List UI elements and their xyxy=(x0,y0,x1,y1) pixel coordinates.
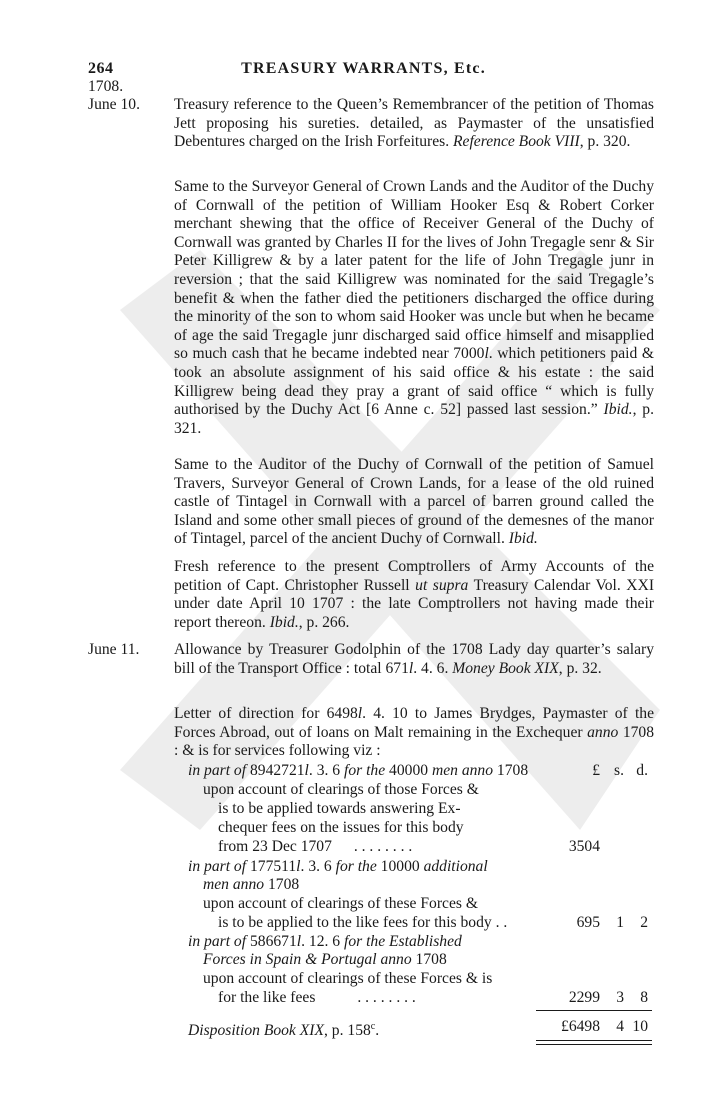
total-rule-top xyxy=(536,1040,652,1041)
table-pounds: 2299 xyxy=(568,989,600,1006)
entry-hooker-corker-petition xyxy=(174,178,654,438)
table-row-desc: from 23 Dec 1707 . . . . . . . . xyxy=(218,838,413,855)
table-row-heading: in part of 586671l. 12. 6 for the Established xyxy=(188,933,462,950)
table-row-desc: is to be applied towards answering Ex- xyxy=(218,800,461,817)
year-marker: 1708. xyxy=(88,78,124,95)
table-shillings: 1 xyxy=(616,914,624,931)
total-pence: 10 xyxy=(632,1018,648,1035)
table-row-heading: in part of 8942721l. 3. 6 for the 40000 men anno 1708 xyxy=(188,762,529,779)
table-shillings: 3 xyxy=(616,989,624,1006)
table-row-heading: in part of 177511l. 3. 6 for the 10000 additional xyxy=(188,858,488,875)
entry-text: Treasury reference to the Queen’s Remembrancer of the petition of Thomas Jett proposing his sureties. detailed, as Paymaster of the unsatisfied Debentures charged on the Irish Forfeitures. xyxy=(174,96,654,151)
table-row-desc: upon account of clearings of these Forces & is xyxy=(203,970,493,987)
table-pence: 8 xyxy=(640,989,648,1006)
pound-unit: l xyxy=(357,705,363,722)
table-row-desc: upon account of clearings of those Forces & xyxy=(203,781,479,798)
entry-text-continued: . 4. 10 to James Brydges, Paymaster of the Forces Abroad, out of loans on Malt remaining in the Exchequer xyxy=(174,705,654,741)
entry-text: Same to the Auditor of the Duchy of Cornwall of the petition of Samuel Travers, Surveyor General of Crown Lands, for a lease of the old ruined castle of Tintagel in Cornwall with a parcel of barren ground called the Island and some other small pieces of ground of the demesnes of the manor of Tintagel, parcel of the ancient Duchy of Cornwall. xyxy=(174,456,654,548)
col-header-shillings: s. xyxy=(614,762,624,779)
entry-travers-tintagel xyxy=(174,456,654,549)
table-pounds: 3504 xyxy=(568,838,600,855)
entry-transport-office-allowance xyxy=(174,641,654,678)
entry-text: Same to the Surveyor General of Crown Lands and the Auditor of the Duchy of Cornwall of the petition of William Hooker Esq & Robert Corker merchant shewing that the office of Receiver General of the Duchy of Cornwall was granted by Charles II for the lives of John Tregagle senr & Sir Peter Killigrew & by a later patent for the life of John Tregagle junr in reversion ; that the said Killigrew was nominated for the said Tregagle’s benefit & when the father died the petitioners discharged the office during the minority of the son to whom said Hooker was uncle but when he became of age the said Tregagle junr discharged said office himself and misapplied so much cash that he became indebted near 7000 xyxy=(174,178,654,363)
subtotal-rule xyxy=(536,1010,652,1011)
entry-text-end: 1708 : & is for services following viz : xyxy=(174,723,654,760)
date-june-11: June 11. xyxy=(88,641,140,658)
entry-reference: Reference Book VIII xyxy=(453,133,580,151)
table-pence: 2 xyxy=(640,914,648,931)
entry-brydges-letter xyxy=(174,705,654,761)
ut-supra: ut supra xyxy=(415,576,469,594)
table-row-heading-cont: Forces in Spain & Portugal anno 1708 xyxy=(203,951,447,968)
page-title: TREASURY WARRANTS, Etc. xyxy=(241,60,486,77)
entry-reference-tail: , p. 321. xyxy=(174,401,654,437)
entry-reference-tail: , p. 266. xyxy=(298,613,350,631)
table-row-desc: chequer fees on the issues for this body xyxy=(218,819,464,836)
anno: anno xyxy=(587,723,619,741)
entry-reference: Ibid. xyxy=(508,530,538,548)
table-row-desc: upon account of clearings of these Forces & xyxy=(203,895,478,912)
entry-reference-tail: , p. 320. xyxy=(579,133,631,151)
col-header-pounds: £ xyxy=(592,762,600,779)
entry-text: Allowance by Treasurer Godolphin of the 1708 Lady day quarter’s salary bill of the Transport Office : total 671 xyxy=(174,641,654,677)
entry-text-continued: Treasury Calendar Vol. XXI under date April 10 1707 : the late Comptrollers not having made their report thereon. xyxy=(174,576,655,631)
table-row-desc: for the like fees . . . . . . . . xyxy=(218,989,416,1006)
col-header-pence: d. xyxy=(636,762,648,779)
entry-reference: Ibid. xyxy=(269,613,299,631)
entry-russell-reference xyxy=(174,558,654,632)
table-row-heading-cont: men anno 1708 xyxy=(203,876,300,893)
table-row-desc: is to be applied to the like fees for this body . . xyxy=(218,914,508,931)
pound-unit: l xyxy=(408,659,414,677)
disposition-reference: Disposition Book XIX, p. 158$^c$. xyxy=(188,1021,380,1040)
page-number: 264 xyxy=(88,60,114,77)
entry-reference-tail: , p. 32. xyxy=(558,659,602,677)
table-pounds: 695 xyxy=(576,914,600,931)
entry-text: Fresh reference to the present Comptrollers of Army Accounts of the petition of Capt. Christopher Russell xyxy=(174,558,654,594)
pound-unit: l xyxy=(484,345,489,363)
total-pounds: £6498 xyxy=(561,1018,600,1035)
entry-text-continued: . 4. 6. xyxy=(413,659,449,677)
date-june-10: June 10. xyxy=(88,96,140,113)
entry-text: Letter of direction for 6498 xyxy=(174,705,358,722)
entry-jett-reference xyxy=(174,96,654,152)
total-rule-bottom xyxy=(536,1044,652,1045)
entry-reference: Money Book XIX xyxy=(452,659,559,677)
entry-reference: Ibid. xyxy=(603,401,633,419)
total-shillings: 4 xyxy=(616,1018,624,1035)
entry-text-continued: . which petitioners paid & took an absolute assignment of his said office & his estate : the said Killigrew being dead they pray a grant of said office “ which is fully authorised by the Duchy Act [6 Anne c. 52] passed last session.” xyxy=(174,345,654,419)
